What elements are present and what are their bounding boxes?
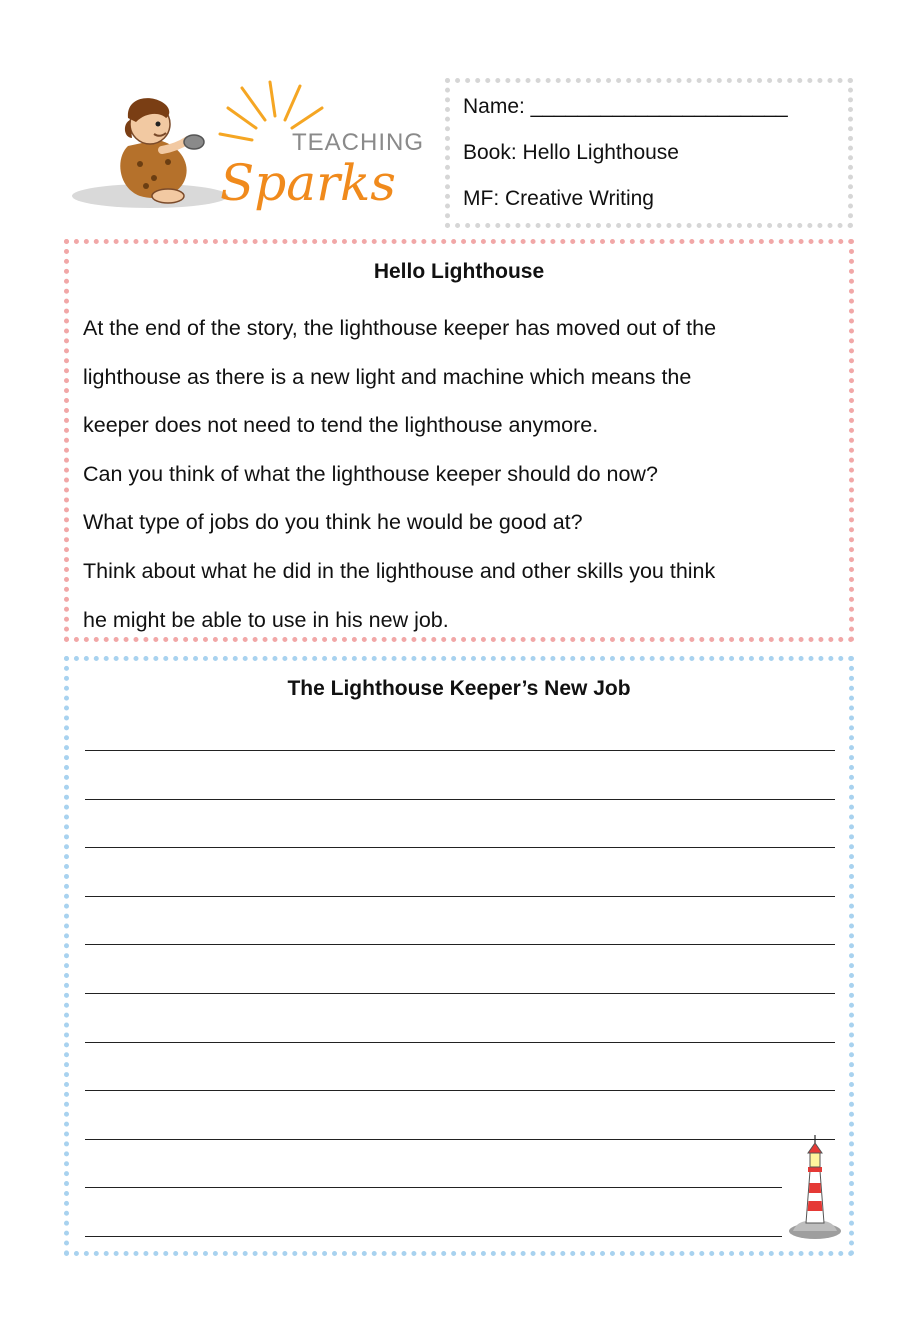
book-label: Book: Hello Lighthouse — [463, 141, 679, 164]
prompt-line: What type of jobs do you think he would be good at? — [83, 510, 583, 535]
writing-line[interactable] — [85, 1090, 835, 1091]
writing-line[interactable] — [85, 750, 835, 751]
lighthouse-icon — [787, 1131, 841, 1241]
teaching-sparks-logo — [70, 78, 435, 218]
logo-text-top: TEACHING — [292, 129, 425, 156]
writing-line[interactable] — [85, 944, 835, 945]
student-info-box — [445, 78, 853, 228]
writing-line[interactable] — [85, 1236, 782, 1237]
prompt-section — [64, 239, 854, 642]
name-field[interactable]: Name: ______________________ — [463, 95, 788, 118]
prompt-text — [83, 304, 835, 644]
caveman-mascot-icon — [70, 78, 435, 218]
prompt-line: he might be able to use in his new job. — [83, 607, 449, 632]
prompt-line: Can you think of what the lighthouse keeper should do now? — [83, 461, 658, 486]
writing-line[interactable] — [85, 896, 835, 897]
writing-line[interactable] — [85, 1139, 835, 1140]
writing-line[interactable] — [85, 847, 835, 848]
mf-label: MF: Creative Writing — [463, 187, 654, 210]
writing-title: The Lighthouse Keeper’s New Job — [287, 677, 631, 700]
writing-line[interactable] — [85, 1187, 782, 1188]
prompt-line: keeper does not need to tend the lighthouse anymore. — [83, 413, 599, 438]
prompt-line: At the end of the story, the lighthouse keeper has moved out of the — [83, 316, 717, 340]
writing-line[interactable] — [85, 993, 835, 994]
prompt-line: lighthouse as there is a new light and machine which means the — [83, 364, 692, 389]
logo-text-bottom: Sparks — [220, 154, 396, 212]
writing-line[interactable] — [85, 1042, 835, 1043]
writing-section — [64, 656, 854, 1256]
prompt-line: Think about what he did in the lighthouse and other skills you think — [83, 558, 716, 583]
prompt-title: Hello Lighthouse — [373, 260, 545, 283]
writing-line[interactable] — [85, 799, 835, 800]
